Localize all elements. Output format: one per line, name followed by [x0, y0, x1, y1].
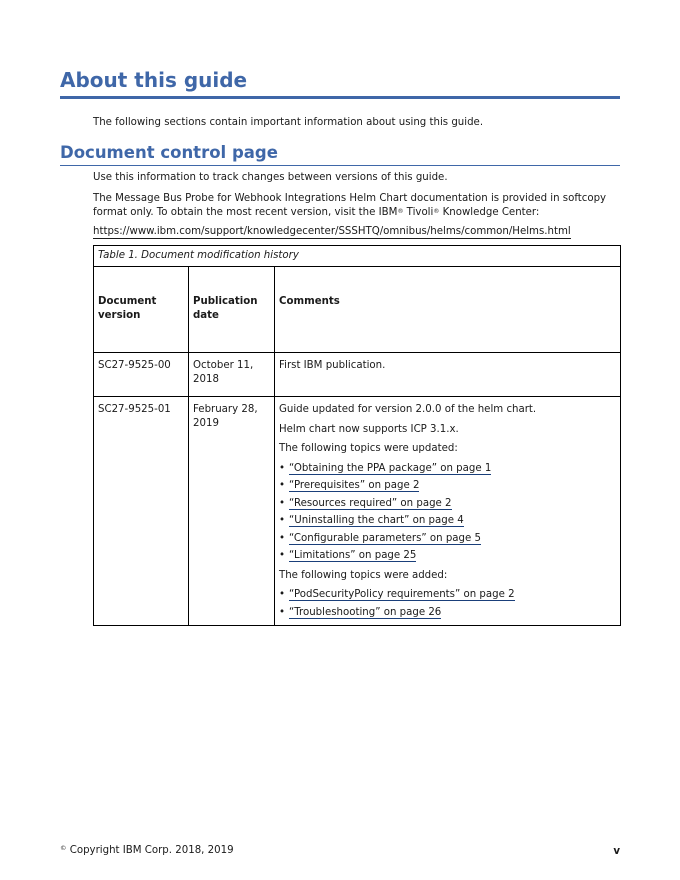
list-item[interactable]: [279, 532, 616, 546]
topic-link[interactable]: “Resources required” on page 2: [289, 497, 452, 509]
topic-link[interactable]: “Troubleshooting” on page 26: [289, 606, 442, 618]
updated-topics-list: [279, 462, 616, 563]
added-topics-label: The following topics were added:: [279, 569, 448, 581]
paragraph-softcopy-pre: The Message Bus Probe for Webhook Integrations Helm Chart documentation is provided in softcopy format only. To obtain the most recent version, visit the IBM: [93, 193, 607, 218]
list-item[interactable]: [279, 549, 616, 563]
page-title: About this guide: [60, 68, 248, 92]
section-heading: Document control page: [60, 143, 278, 162]
topic-link[interactable]: “PodSecurityPolicy requirements” on page 2: [289, 589, 515, 600]
paragraph-softcopy-mid: Tivoli: [403, 206, 434, 218]
header-date: Publication date: [189, 267, 275, 353]
added-topics-list: [279, 588, 616, 619]
topic-link[interactable]: “Obtaining the PPA package” on page 1: [289, 462, 492, 474]
list-item[interactable]: [279, 588, 616, 602]
section-rule: [60, 165, 620, 166]
list-item[interactable]: [279, 479, 616, 493]
cell-version: SC27-9525-01: [94, 397, 189, 626]
comment-line: Helm chart now supports ICP 3.1.x.: [279, 423, 459, 435]
topic-link[interactable]: “Configurable parameters” on page 5: [289, 532, 481, 544]
page-number: v: [613, 846, 620, 857]
topic-link[interactable]: “Prerequisites” on page 2: [289, 480, 420, 491]
header-version: Document version: [94, 267, 189, 353]
cell-date: February 28, 2019: [189, 397, 275, 626]
table-row: [94, 353, 621, 397]
updated-topics-label: The following topics were updated:: [279, 443, 458, 454]
paragraph-softcopy: [93, 192, 621, 219]
title-rule: [60, 96, 620, 99]
header-comments: Comments: [275, 267, 621, 353]
topic-link[interactable]: “Limitations” on page 25: [289, 550, 417, 561]
list-item[interactable]: [279, 606, 616, 620]
comment-line: Guide updated for version 2.0.0 of the helm chart.: [279, 404, 537, 415]
cell-comment: [275, 397, 621, 626]
copyright-symbol: ©: [60, 844, 67, 852]
knowledge-center-link[interactable]: https://www.ibm.com/support/knowledgecenter/SSSHTQ/omnibus/helms/common/Helms.html: [93, 226, 571, 237]
table-row: [94, 397, 621, 626]
copyright-text: Copyright IBM Corp. 2018, 2019: [66, 845, 234, 856]
paragraph-track-changes: Use this information to track changes between versions of this guide.: [93, 172, 448, 183]
registered-mark: ®: [433, 207, 440, 215]
intro-text: The following sections contain important information about using this guide.: [93, 117, 484, 128]
list-item[interactable]: [279, 497, 616, 511]
list-item[interactable]: [279, 514, 616, 528]
list-item[interactable]: [279, 462, 616, 476]
footer-copyright: [60, 845, 234, 856]
table-caption: Table 1. Document modification history: [93, 245, 621, 266]
cell-version: SC27-9525-00: [94, 353, 189, 397]
registered-mark: ®: [397, 207, 404, 215]
paragraph-softcopy-post: Knowledge Center:: [439, 206, 540, 218]
cell-date: October 11, 2018: [189, 353, 275, 397]
table-header-row: [94, 267, 621, 353]
modification-history-table: [93, 245, 621, 626]
cell-comment: First IBM publication.: [275, 353, 621, 397]
topic-link[interactable]: “Uninstalling the chart” on page 4: [289, 515, 464, 526]
